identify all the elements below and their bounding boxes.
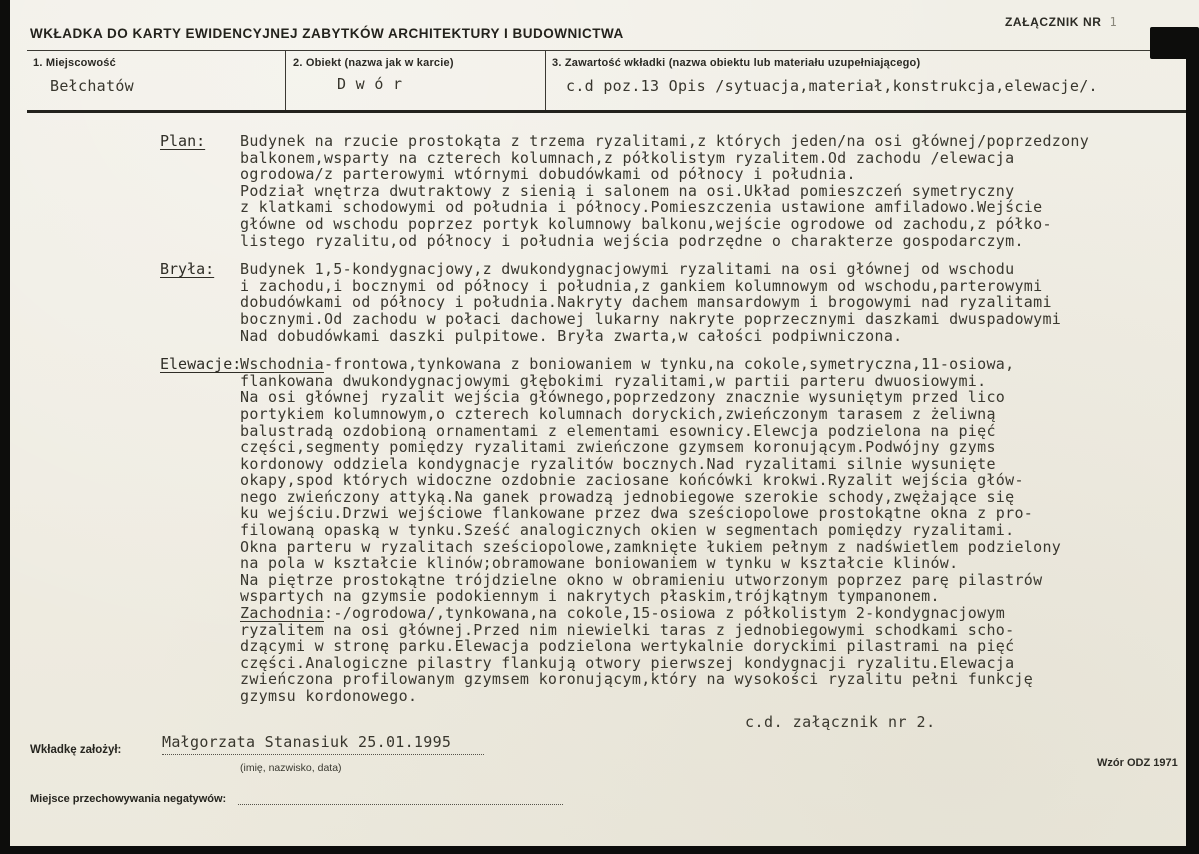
field-value-zawartosc: c.d poz.13 Opis /sytuacja,materiał,konstrukcja,elewacje/. xyxy=(566,77,1098,95)
text-line: balkonem,wsparty na czterech kolumnach,z półkolistym ryzalitem.Od zachodu /elewacja xyxy=(240,148,1015,167)
document-section xyxy=(160,356,1166,704)
text-line: zwieńczona profilowanym gzymsem koronującym,który na wysokości ryzalitu pełni funkcję xyxy=(240,670,1034,689)
text-line: Podział wnętrza dwutraktowy z sienią i salonem na osi.Układ pomieszczeń symetryczny xyxy=(240,181,1015,200)
section-label: Plan: xyxy=(160,132,206,150)
section-label: Bryła: xyxy=(160,260,215,279)
text-line: dzącymi w stronę parku.Elewacja podzielona wertykalnie doryckimi pilastrami na pięć xyxy=(240,637,1015,656)
section-text xyxy=(240,261,1166,344)
text-line: nego zwieńczony attyką.Na ganek prowadzą jednobiegowe szerokie schody,zwężające się xyxy=(240,487,1015,506)
form-code: Wzór ODZ 1971 xyxy=(1097,757,1178,769)
text-line: Budynek 1,5-kondygnacjowy,z dwukondygnacjowymi ryzalitami na osi głównej od wschodu xyxy=(240,260,1015,279)
scan-edge-right xyxy=(1186,30,1199,854)
sections-container xyxy=(160,133,1166,705)
text-line: i zachodu,i bocznymi od północy i południa,z gankiem kolumnowym od wschodu,parterowymi xyxy=(240,276,1043,295)
field-label-obiekt: 2. Obiekt (nazwa jak w karcie) xyxy=(293,57,454,69)
table-bottom-rule xyxy=(27,110,1186,113)
field-label-zawartosc: 3. Zawartość wkładki (nazwa obiektu lub materiału uzupełniającego) xyxy=(552,57,921,69)
text-line: dobudówkami od północy i południa.Nakryty dachem mansardowym i brogowymi nad ryzalitami xyxy=(240,293,1052,312)
text-line: części,segmenty pomiędzy ryzalitami zwieńczone gzymsem koronującym.Podwójny gzyms xyxy=(240,438,996,457)
text-line: portykiem kolumnowym,o czterech kolumnach doryckich,zwieńczonym tarasem z żeliwną xyxy=(240,404,996,423)
scan-edge-bottom xyxy=(0,846,1199,854)
section-text xyxy=(240,133,1166,249)
text-line: flankowana dwukondygnacjowymi głębokimi ryzalitami,w partii parteru dwuosiowymi. xyxy=(240,371,987,390)
created-by-hint: (imię, nazwisko, data) xyxy=(240,762,342,774)
text-line: okapy,spod których widoczne ozdobnie zaciosane końcówki krokwi.Ryzalit wejścia głów- xyxy=(240,471,1024,490)
document-body xyxy=(160,133,1166,731)
field-value-obiekt: D w ó r xyxy=(337,75,403,93)
text-line: z klatkami schodowymi od południa i północy.Pomieszczenia ustawione amfiladowo.Wejście xyxy=(240,198,1043,217)
text-line: ku wejściu.Drzwi wejściowe flankowane przez dwa sześciopolowe prostokątne okna z pro- xyxy=(240,504,1034,523)
text-line: bocznymi.Od zachodu w połaci dachowej lukarny nakryte poprzecznymi daszkami dwuspadowymi xyxy=(240,309,1062,328)
field-value-miejscowosc: Bełchatów xyxy=(50,77,134,95)
continuation-note: c.d. załącznik nr 2. xyxy=(745,712,936,731)
scan-blob-top-right xyxy=(1150,27,1199,59)
text-line: Na piętrze prostokątne trójdzielne okno w obramieniu utworzonym poprzez parę pilastrów xyxy=(240,570,1043,589)
text-line: części.Analogiczne pilastry flankują otwory pierwszej kondygnacji ryzalitu.Elewacja xyxy=(240,653,1015,672)
created-by-label: Wkładkę założył: xyxy=(30,744,122,756)
document-section xyxy=(160,133,1166,249)
text-line: Okna parteru w ryzalitach sześciopolowe,zamknięte łukiem pełnym z nadświetlem podzielony xyxy=(240,537,1062,556)
attachment-number-value: 1 xyxy=(1109,15,1118,29)
table-top-rule xyxy=(27,50,1186,51)
text-line: kordonowy oddziela kondygnacje ryzalitów bocznych.Nad ryzalitami silnie wysunięte xyxy=(240,454,996,473)
document-section xyxy=(160,261,1166,344)
text-line: główne od wschodu poprzez portyk kolumnowy balkonu,wejście ogrodowe od zachodu,z półko- xyxy=(240,214,1052,233)
text-line: listego ryzalitu,od północy i południa wejścia podrzędne o charakterze gospodarczym. xyxy=(240,231,1024,250)
scan-edge-left xyxy=(0,0,10,854)
attachment-label-text: ZAŁĄCZNIK NR xyxy=(1005,15,1102,29)
page-title: WKŁADKA DO KARTY EWIDENCYJNEJ ZABYTKÓW ARCHITEKTURY I BUDOWNICTWA xyxy=(30,26,624,41)
text-line: gzymsu kordonowego. xyxy=(240,687,418,705)
text-line: ryzalitem na osi głównej.Przed nim niewielki taras z jednobiegowymi schodkami scho- xyxy=(240,620,1015,639)
negatives-dotted-line xyxy=(238,790,563,805)
text-line: na pola w kształcie klinów;obramowane boniowaniem w tynku w kształcie klinów. xyxy=(240,554,959,573)
table-divider xyxy=(285,50,286,110)
text-line: wspartych na gzymsie podokiennym i nakrytych płaskim,trójkątnym tympanonem. xyxy=(240,587,940,606)
text-line: ogrodowa/z parterowymi wtórnymi dobudówkami od północy i południa. xyxy=(240,165,856,184)
attachment-number-label xyxy=(1005,15,1117,29)
table-divider xyxy=(545,50,546,110)
text-line: Zachodnia:-/ogrodowa/,tynkowana,na cokole,15-osiowa z półkolistym 2-kondygnacjowym xyxy=(240,604,1006,623)
text-line: balustradą ozdobioną ornamentami z elementami esownicy.Elewcja podzielona na pięć xyxy=(240,421,996,440)
text-line: Nad dobudówkami daszki pulpitowe. Bryła zwarta,w całości podpiwniczona. xyxy=(240,326,903,345)
created-by-value: Małgorzata Stanasiuk 25.01.1995 xyxy=(162,733,484,755)
section-label: Elewacje: xyxy=(160,355,242,374)
text-line: Na osi głównej ryzalit wejścia głównego,poprzedzony znacznie wysuniętym przed lico xyxy=(240,388,1006,407)
text-line: filowaną opaską w tynku.Sześć analogicznych okien w segmentach pomiędzy ryzalitami. xyxy=(240,521,1015,540)
field-label-miejscowosc: 1. Miejscowość xyxy=(33,57,116,69)
negatives-label: Miejsce przechowywania negatywów: xyxy=(30,793,227,805)
section-text xyxy=(240,356,1166,704)
text-line: Wschodnia-frontowa,tynkowana z boniowaniem w tynku,na cokole,symetryczna,11-osiowa, xyxy=(240,355,1015,374)
text-line: Budynek na rzucie prostokąta z trzema ryzalitami,z których jeden/na osi głównej/poprzedzony xyxy=(240,132,1090,150)
